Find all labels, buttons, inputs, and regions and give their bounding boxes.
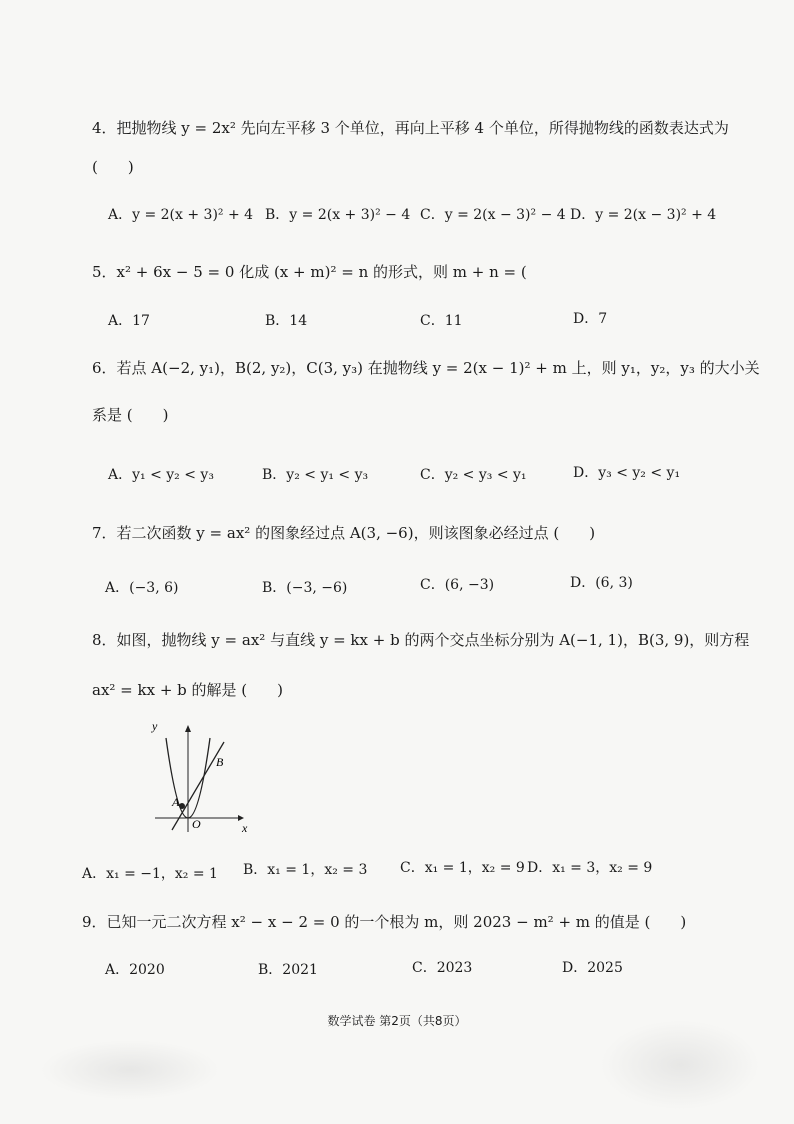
q4-option-d[interactable]: D．y = 2(x − 3)² + 4 [570, 207, 717, 223]
q6-option-d[interactable]: D．y₃ < y₂ < y₁ [573, 465, 681, 481]
q9-option-a[interactable]: A．2020 [105, 962, 165, 978]
q8-option-d[interactable]: D．x₁ = 3，x₂ = 9 [527, 860, 653, 876]
q5-option-b[interactable]: B．14 [265, 313, 308, 329]
origin-label: O [192, 817, 201, 831]
q6-option-c[interactable]: C．y₂ < y₃ < y₁ [420, 467, 527, 483]
q8-option-a[interactable]: A．x₁ = −1，x₂ = 1 [82, 866, 218, 882]
q7-option-a[interactable]: A．(−3, 6) [105, 580, 179, 596]
scan-smudge [600, 1020, 760, 1110]
q5-option-d[interactable]: D．7 [573, 311, 608, 327]
y-axis-label: y [152, 720, 158, 733]
q9-stem: 9．已知一元二次方程 x² − x − 2 = 0 的一个根为 m，则 2023 − m² + m 的值是 ( ) [82, 913, 687, 931]
q5-stem: 5．x² + 6x − 5 = 0 化成 (x + m)² = n 的形式，则 m + n = ( [92, 263, 527, 281]
q8-option-b[interactable]: B．x₁ = 1，x₂ = 3 [243, 862, 368, 878]
x-axis-label: x [242, 821, 248, 835]
page-footer: 数学试卷 第2页（共8页） [327, 1014, 467, 1028]
q6-option-a[interactable]: A．y₁ < y₂ < y₃ [108, 467, 214, 483]
y-axis-arrow-icon [185, 725, 191, 732]
point-b-label: B [216, 755, 224, 769]
point-a-label: A [172, 795, 180, 809]
q5-option-c[interactable]: C．11 [420, 313, 463, 329]
q4-blank: ( ) [92, 158, 134, 176]
q6-option-b[interactable]: B．y₂ < y₁ < y₃ [262, 467, 369, 483]
q4-option-c[interactable]: C．y = 2(x − 3)² − 4 [420, 207, 566, 223]
scan-smudge [40, 1040, 220, 1100]
q7-stem: 7．若二次函数 y = ax² 的图象经过点 A(3, −6)，则该图象必经过点 ( ) [92, 524, 596, 542]
point-a [179, 803, 185, 809]
q6-stem: 6．若点 A(−2, y₁)，B(2, y₂)，C(3, y₃) 在抛物线 y = 2(x − 1)² + m 上，则 y₁，y₂，y₃ 的大小关 [92, 359, 760, 377]
q5-option-a[interactable]: A．17 [108, 313, 150, 329]
q9-option-b[interactable]: B．2021 [258, 962, 318, 978]
q8-figure [150, 720, 250, 838]
q9-option-c[interactable]: C．2023 [412, 960, 473, 976]
q7-option-b[interactable]: B．(−3, −6) [262, 580, 348, 596]
q8-option-c[interactable]: C．x₁ = 1，x₂ = 9 [400, 860, 525, 876]
q7-option-c[interactable]: C．(6, −3) [420, 577, 495, 593]
q9-option-d[interactable]: D．2025 [562, 960, 623, 976]
q6-stem-continued: 系是 ( ) [92, 406, 169, 424]
q8-stem: 8．如图，抛物线 y = ax² 与直线 y = kx + b 的两个交点坐标分别为 A(−1, 1)，B(3, 9)，则方程 [92, 631, 750, 649]
q4-option-a[interactable]: A．y = 2(x + 3)² + 4 [108, 207, 254, 223]
q7-option-d[interactable]: D．(6, 3) [570, 575, 633, 591]
q4-stem: 4．把抛物线 y = 2x² 先向左平移 3 个单位，再向上平移 4 个单位，所得抛物线的函数表达式为 [92, 119, 729, 137]
q4-option-b[interactable]: B．y = 2(x + 3)² − 4 [265, 207, 411, 223]
q8-stem-continued: ax² = kx + b 的解是 ( ) [92, 681, 284, 699]
